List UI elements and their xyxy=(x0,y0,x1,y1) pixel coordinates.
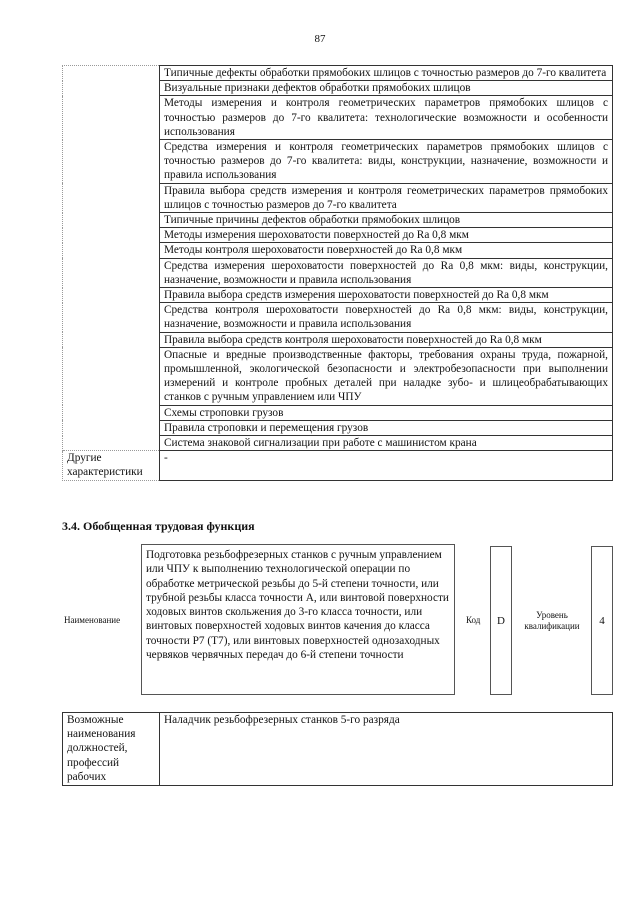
positions-label: Возможные наименования должностей, профессий рабочих xyxy=(63,713,160,786)
knowledge-item: Средства измерения и контроля геометрических параметров прямобоких шлицов с точностью размеров до 7-го квалитета: виды, конструкции, назначение, возможности и правила использования xyxy=(160,140,613,184)
knowledge-table xyxy=(62,65,613,481)
section-title: 3.4. Обобщенная трудовая функция xyxy=(62,519,255,533)
knowledge-item: Система знаковой сигнализации при работе с машинистом крана xyxy=(160,436,613,451)
qualification-level-value: 4 xyxy=(591,546,613,695)
knowledge-item: Опасные и вредные производственные факторы, требования охраны труда, пожарной, промышленной, экологической безопасности и электробезопасности при выполнении измерений и контроле пробных деталей при наладке зубо- и шлицеобрабатывающих станков с ручным управлением или ЧПУ xyxy=(160,347,613,405)
knowledge-item: Правила выбора средств измерения шероховатости поверхностей до Ra 0,8 мкм xyxy=(160,288,613,303)
generalized-function-name: Подготовка резьбофрезерных станков с ручным управлением или ЧПУ к выполнению технологической операции по обработке метрической резьбы до 5-й степени точности, или трубной резьбы класса точности А, или винтовой поверхности ходовых винтов скольжения до 3-го класса точности, или винтовых поверхностей ходовых винтов качения до класса точности Р7 (Т7), или винтовых поверхностей однозаходных червяков червячных передач до 6-й степени точности xyxy=(141,544,455,695)
name-label: Наименование xyxy=(64,615,121,625)
table-row xyxy=(63,451,613,481)
knowledge-item: Визуальные признаки дефектов обработки прямобоких шлицов xyxy=(160,81,613,96)
knowledge-label-cell xyxy=(63,66,160,451)
positions-value: Наладчик резьбофрезерных станков 5-го разряда xyxy=(160,713,613,786)
knowledge-item: Правила выбора средств измерения и контроля геометрических параметров прямобоких шлицов с точностью размеров до 7-го квалитета xyxy=(160,183,613,212)
qualification-level-label: Уровень квалификации xyxy=(524,610,580,631)
knowledge-item: Типичные дефекты обработки прямобоких шлицов с точностью размеров до 7-го квалитета xyxy=(160,66,613,81)
knowledge-item: Средства контроля шероховатости поверхностей до Ra 0,8 мкм: виды, конструкции, назначение, возможности и правила использования xyxy=(160,303,613,332)
knowledge-item: Методы измерения шероховатости поверхностей до Ra 0,8 мкм xyxy=(160,228,613,243)
knowledge-item: Правила строповки и перемещения грузов xyxy=(160,420,613,435)
knowledge-item: Методы измерения и контроля геометрических параметров прямобоких шлицов с точностью размеров до 7-го квалитета: технологические возможности и особенности использования xyxy=(160,96,613,140)
code-label: Код xyxy=(466,615,481,625)
knowledge-item: Типичные причины дефектов обработки прямобоких шлицов xyxy=(160,213,613,228)
table-row xyxy=(63,713,613,786)
table-row xyxy=(63,66,613,81)
other-characteristics-value: - xyxy=(160,451,613,481)
other-characteristics-label: Другие характеристики xyxy=(63,451,160,481)
page-number: 87 xyxy=(314,33,326,45)
knowledge-item: Схемы строповки грузов xyxy=(160,405,613,420)
knowledge-item: Методы контроля шероховатости поверхностей до Ra 0,8 мкм xyxy=(160,243,613,258)
knowledge-item: Средства измерения шероховатости поверхностей до Ra 0,8 мкм: виды, конструкции, назначение, возможности и правила использования xyxy=(160,258,613,287)
positions-table xyxy=(62,712,613,786)
code-value: D xyxy=(490,546,512,695)
knowledge-item: Правила выбора средств контроля шероховатости поверхностей до Ra 0,8 мкм xyxy=(160,332,613,347)
